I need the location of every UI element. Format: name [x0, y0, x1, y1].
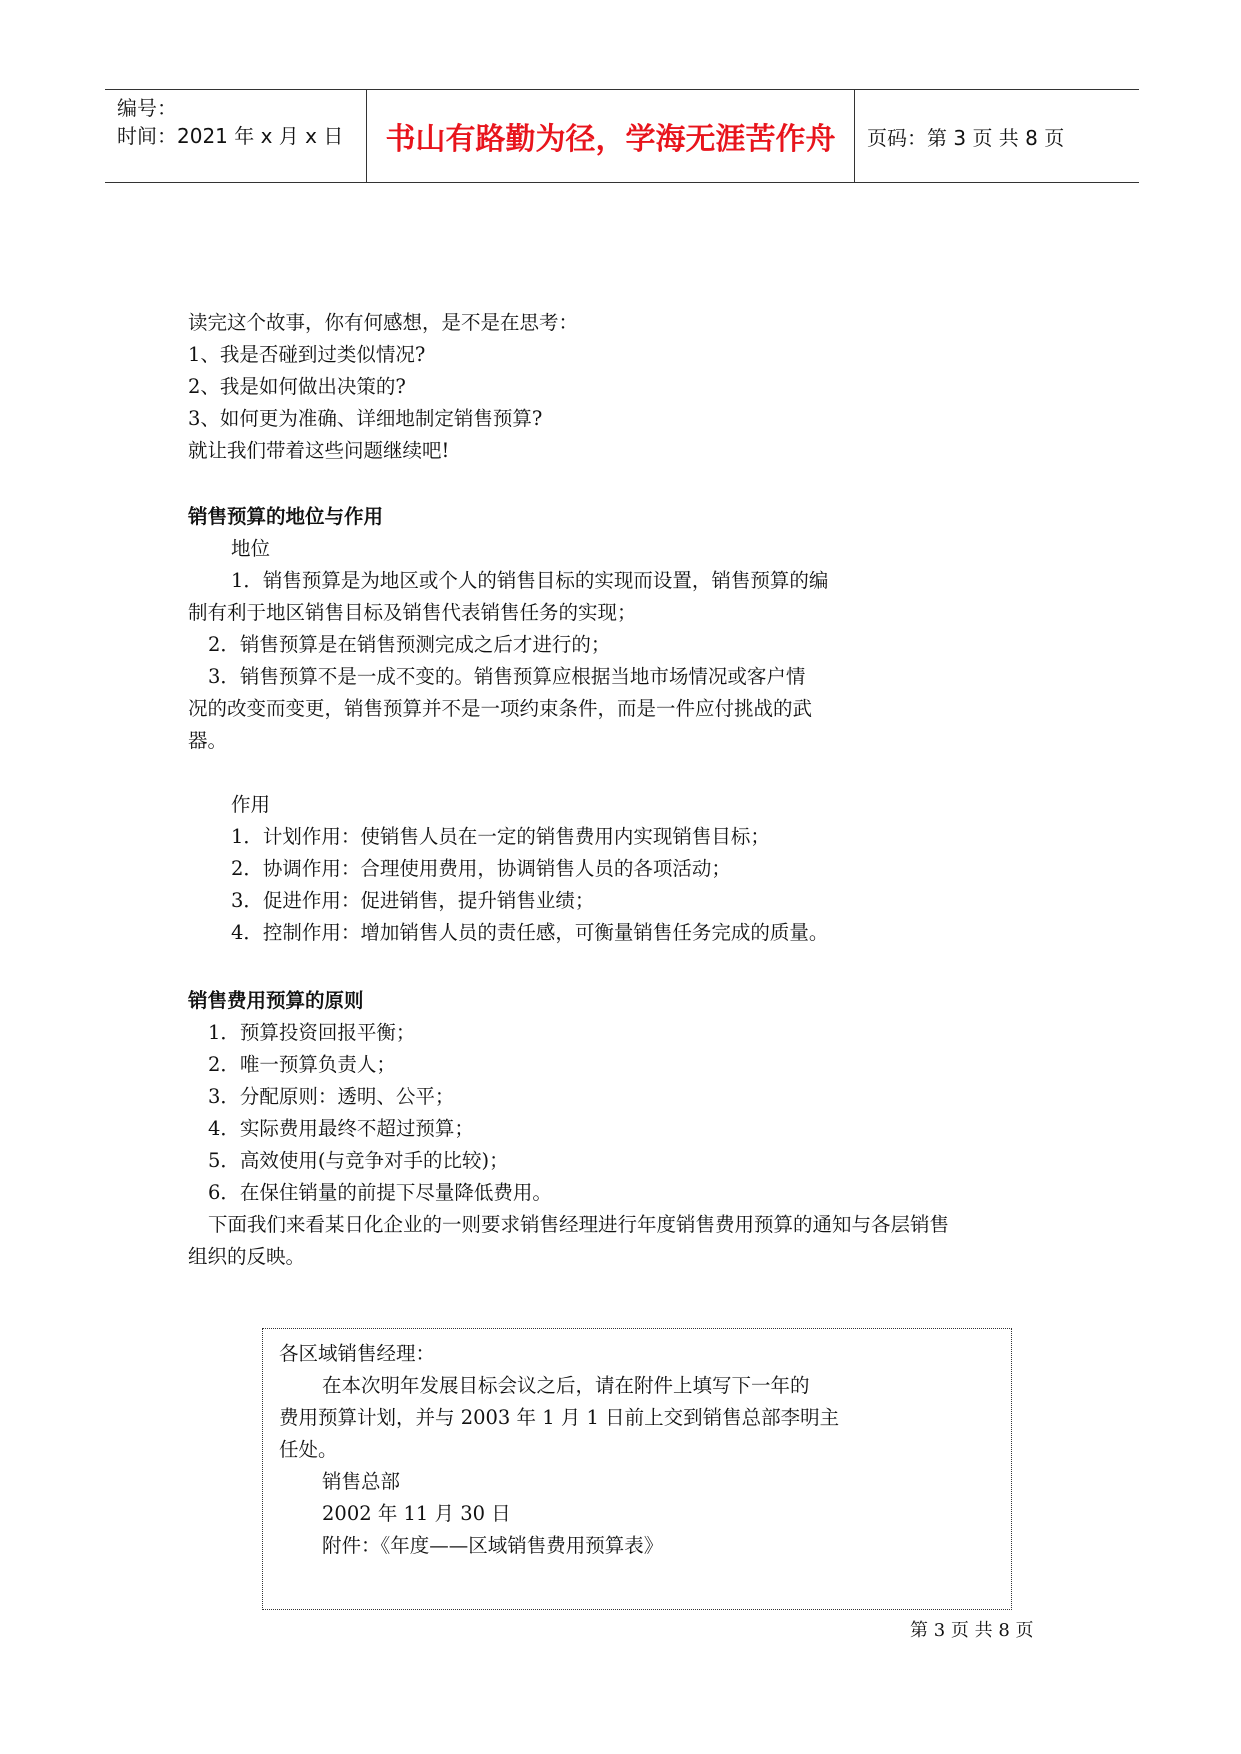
- list-item: 2．唯一预算负责人；: [208, 1053, 396, 1076]
- list-item: 3．促进作用：促进销售，提升销售业绩；: [231, 889, 595, 912]
- paragraph-line: 下面我们来看某日化企业的一则要求销售经理进行年度销售费用预算的通知与各层销售: [208, 1213, 950, 1236]
- paragraph-line: 1．销售预算是为地区或个人的销售目标的实现而设置，销售预算的编: [231, 569, 829, 592]
- paragraph-line: 器。: [188, 729, 228, 752]
- intro-block: [188, 307, 1068, 467]
- header-motto: 书山有路勤为径，学海无涯苦作舟: [367, 90, 855, 182]
- section-title: 销售预算的地位与作用: [188, 505, 384, 528]
- list-item: 4．控制作用：增加销售人员的责任感，可衡量销售任务完成的质量。: [231, 921, 829, 944]
- notice-salutation: 各区域销售经理：: [279, 1342, 436, 1365]
- page-header: [105, 89, 1139, 183]
- notice-sender: 销售总部: [322, 1470, 401, 1493]
- list-item: 5．高效使用(与竞争对手的比较)；: [208, 1149, 509, 1172]
- subheading-position: 地位: [231, 537, 271, 560]
- section-position-role: [188, 501, 1068, 949]
- paragraph-line: 2．销售预算是在销售预测完成之后才进行的；: [208, 633, 611, 656]
- notice-body-line: 费用预算计划，并与 2003 年 1 月 1 日前上交到销售总部李明主: [279, 1406, 840, 1429]
- notice-body-line: 在本次明年发展目标会议之后，请在附件上填写下一年的: [322, 1374, 810, 1397]
- list-item: 6．在保住销量的前提下尽量降低费用。: [208, 1181, 552, 1204]
- paragraph-line: 况的改变而变更，销售预算并不是一项约束条件，而是一件应付挑战的武: [188, 697, 813, 720]
- intro-line: 2、我是如何做出决策的?: [188, 375, 406, 398]
- section-principles: [188, 985, 1068, 1273]
- intro-line: 1、我是否碰到过类似情况?: [188, 343, 426, 366]
- time-label: 时间：2021 年 x 月 x 日: [117, 124, 344, 148]
- notice-body-line: 任处。: [279, 1438, 338, 1461]
- page-footer: 第 3 页 共 8 页: [910, 1620, 1034, 1641]
- intro-line: 读完这个故事，你有何感想，是不是在思考：: [188, 311, 579, 334]
- header-page-label: 页码：第 3 页 共 8 页: [867, 125, 1065, 150]
- list-item: 4．实际费用最终不超过预算；: [208, 1117, 474, 1140]
- paragraph-line: 组织的反映。: [188, 1245, 306, 1268]
- list-item: 2．协调作用：合理使用费用，协调销售人员的各项活动；: [231, 857, 731, 880]
- paragraph-line: 3．销售预算不是一成不变的。销售预算应根据当地市场情况或客户情: [208, 665, 806, 688]
- notice-attachment: 附件：《年度——区域销售费用预算表》: [322, 1534, 664, 1557]
- notice-date: 2002 年 11 月 30 日: [322, 1502, 511, 1525]
- section-title: 销售费用预算的原则: [188, 989, 364, 1012]
- list-item: 3．分配原则：透明、公平；: [208, 1085, 455, 1108]
- intro-line: 就让我们带着这些问题继续吧!: [188, 439, 450, 462]
- intro-line: 3、如何更为准确、详细地制定销售预算?: [188, 407, 543, 430]
- paragraph-line: 制有利于地区销售目标及销售代表销售任务的实现；: [188, 601, 637, 624]
- number-label: 编号：: [117, 96, 177, 120]
- list-item: 1．计划作用：使销售人员在一定的销售费用内实现销售目标；: [231, 825, 770, 848]
- header-meta: [105, 90, 367, 182]
- notice-box: [262, 1328, 1012, 1610]
- list-item: 1．预算投资回报平衡；: [208, 1021, 416, 1044]
- blank-line: [188, 757, 1068, 789]
- subheading-role: 作用: [231, 793, 271, 816]
